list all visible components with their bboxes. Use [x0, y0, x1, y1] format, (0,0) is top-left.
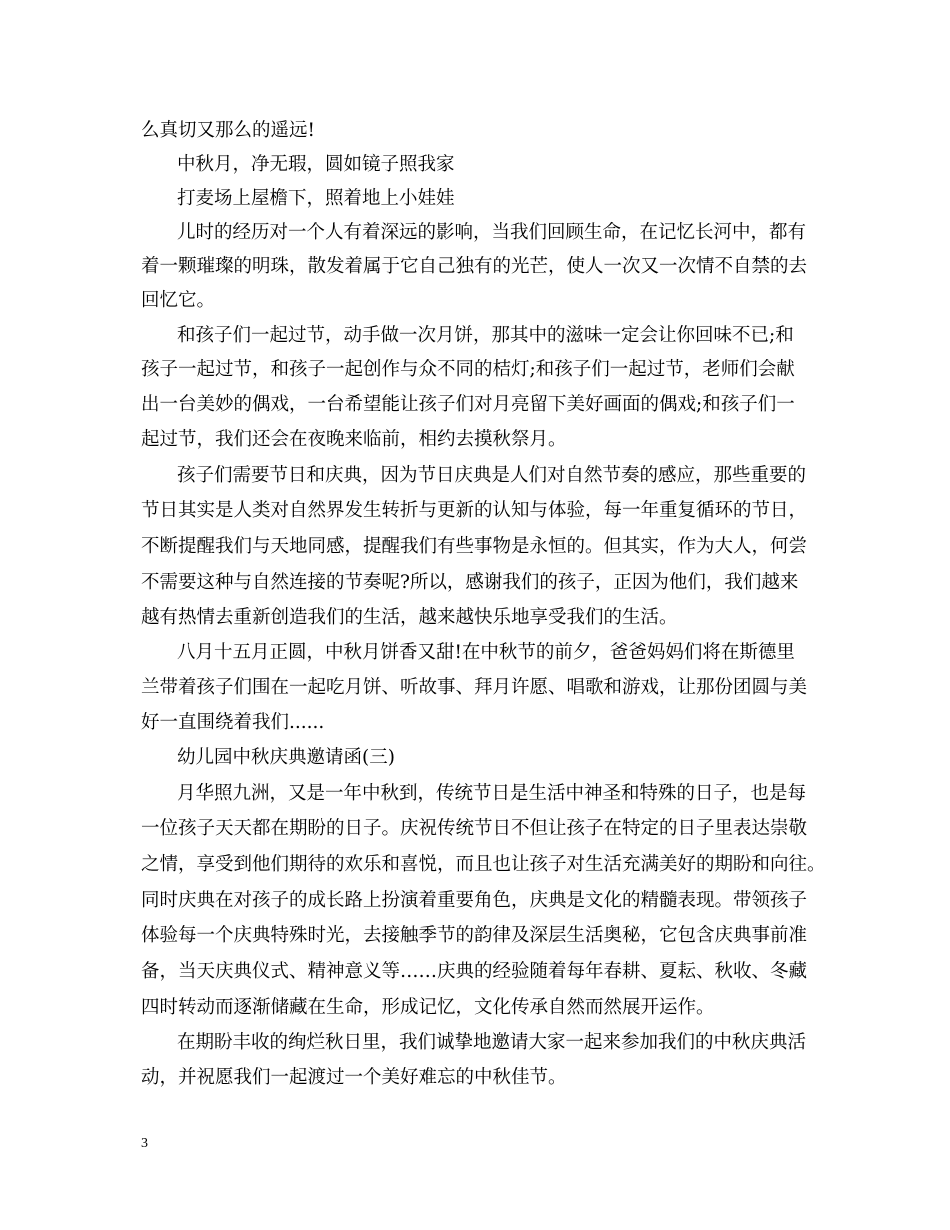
text-line-14: 不需要这种与自然连接的节奏呢?所以，感谢我们的孩子，正因为他们，我们越来 [141, 572, 799, 593]
text-line-20: 月华照九洲，又是一年中秋到，传统节日是生活中神圣和特殊的日子，也是每 [177, 783, 807, 804]
text-line-27: 在期盼丰收的绚烂秋日里，我们诚挚地邀请大家一起来参加我们的中秋庆典活 [177, 1032, 807, 1053]
text-line-3: 打麦场上屋檐下，照着地上小娃娃 [177, 188, 455, 209]
text-line-15: 越有热情去重新创造我们的生活，越来越快乐地享受我们的生活。 [141, 607, 678, 628]
text-line-2: 中秋月，净无瑕，圆如镜子照我家 [177, 154, 455, 175]
text-line-28: 动，并祝愿我们一起渡过一个美好难忘的中秋佳节。 [141, 1067, 567, 1088]
text-line-10: 起过节，我们还会在夜晚来临前，相约去摸秋祭月。 [141, 429, 567, 450]
text-line-16: 八月十五月正圆，中秋月饼香又甜!在中秋节的前夕，爸爸妈妈们将在斯德里 [177, 642, 795, 663]
text-line-18: 好一直围绕着我们...... [141, 712, 325, 733]
text-line-8: 孩子一起过节，和孩子一起创作与众不同的桔灯;和孩子们一起过节，老师们会献 [141, 359, 795, 380]
text-line-23: 同时庆典在对孩子的成长路上扮演着重要角色，庆典是文化的精髓表现。带领孩子 [141, 890, 808, 911]
text-line-22: 之情，享受到他们期待的欢乐和喜悦，而且也让孩子对生活充满美好的期盼和向往。 [141, 854, 826, 875]
text-line-17: 兰带着孩子们围在一起吃月饼、听故事、拜月许愿、唱歌和游戏，让那份团圆与美 [141, 677, 808, 698]
text-line-7: 和孩子们一起过节，动手做一次月饼，那其中的滋味一定会让你回味不已;和 [177, 325, 794, 346]
text-line-13: 不断提醒我们与天地同感，提醒我们有些事物是永恒的。但其实，作为大人，何尝 [141, 536, 808, 557]
page-number: 3 [141, 1136, 148, 1151]
text-line-1: 么真切又那么的遥远! [141, 120, 315, 141]
text-line-24: 体验每一个庆典特殊时光，去接触季节的韵律及深层生活奥秘，它包含庆典事前准 [141, 925, 808, 946]
text-line-12: 节日其实是人类对自然界发生转折与更新的认知与体验，每一年重复循环的节日， [141, 500, 808, 521]
text-line-6: 回忆它。 [141, 290, 216, 311]
section-heading: 幼儿园中秋庆典邀请函(三) [177, 747, 395, 768]
text-line-26: 四时转动而逐渐储藏在生命，形成记忆，文化传承自然而然展开运作。 [141, 997, 715, 1018]
text-line-21: 一位孩子天天都在期盼的日子。庆祝传统节日不但让孩子在特定的日子里表达崇敬 [141, 818, 808, 839]
text-line-11: 孩子们需要节日和庆典，因为节日庆典是人们对自然节奏的感应，那些重要的 [177, 465, 807, 486]
text-line-9: 出一台美妙的偶戏，一台希望能让孩子们对月亮留下美好画面的偶戏;和孩子们一 [141, 394, 795, 415]
text-line-5: 着一颗璀璨的明珠，散发着属于它自己独有的光芒，使人一次又一次情不自禁的去 [141, 256, 808, 277]
text-line-4: 儿时的经历对一个人有着深远的影响，当我们回顾生命，在记忆长河中，都有 [177, 222, 807, 243]
text-line-25: 备，当天庆典仪式、精神意义等……庆典的经验随着每年春耕、夏耘、秋收、冬藏 [141, 961, 808, 982]
